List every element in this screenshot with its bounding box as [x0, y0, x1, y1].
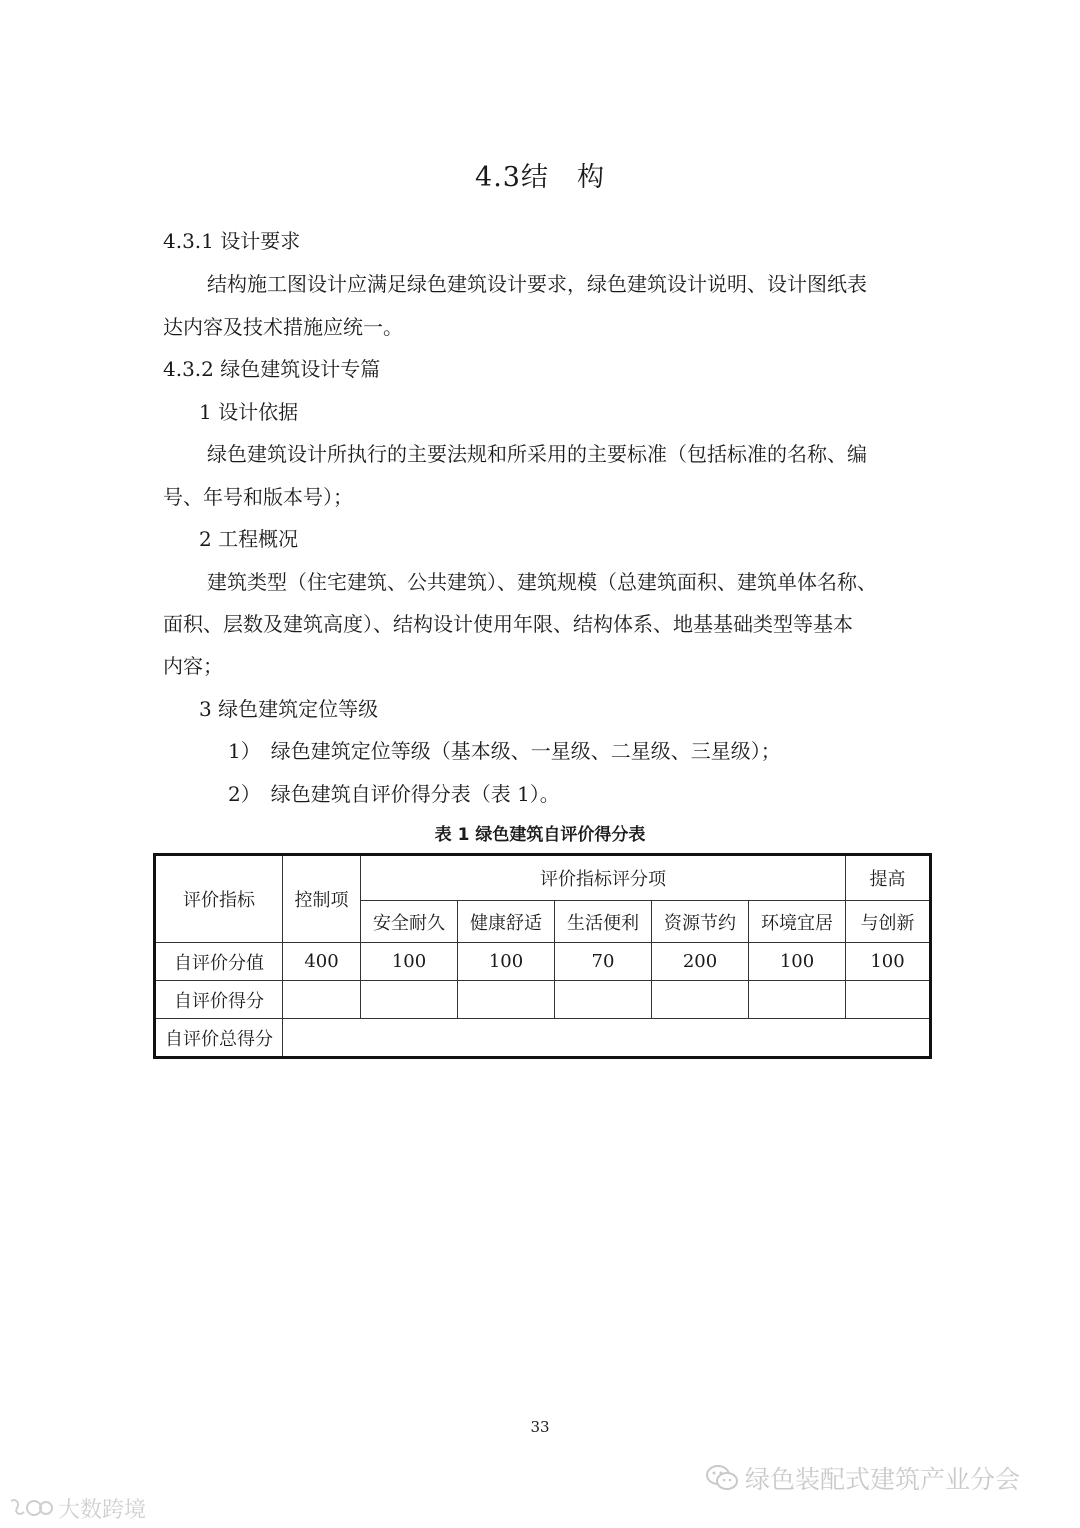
header-cell: 资源节约: [652, 901, 749, 943]
paragraph-line: 绿色建筑设计所执行的主要法规和所采用的主要标准（包括标准的名称、编: [207, 442, 867, 466]
table-cell: [458, 981, 555, 1019]
table-cell: [846, 981, 931, 1019]
list-item: 2） 绿色建筑自评价得分表（表 1）。: [228, 782, 560, 806]
table-cell: 70: [555, 943, 652, 981]
table-cell: [283, 1019, 931, 1058]
header-cell: 安全耐久: [361, 901, 458, 943]
table-cell: 100: [846, 943, 931, 981]
header-cell: 生活便利: [555, 901, 652, 943]
table-cell: 200: [652, 943, 749, 981]
self-evaluation-score-table: [153, 853, 932, 1059]
watermark-right-text: 绿色装配式建筑产业分会: [745, 1465, 1021, 1494]
table-row: [155, 943, 931, 981]
header-cell: 健康舒适: [458, 901, 555, 943]
table-row: [155, 1019, 931, 1058]
table-cell: 100: [361, 943, 458, 981]
table-cell: 100: [458, 943, 555, 981]
table-cell: [749, 981, 846, 1019]
row-label: 自评价总得分: [155, 1019, 283, 1058]
table-cell: [283, 981, 361, 1019]
table-cell: 400: [283, 943, 361, 981]
paragraph-line: 内容；: [163, 654, 223, 678]
brand-logo-icon: [8, 1497, 54, 1525]
row-label: 自评价得分: [155, 981, 283, 1019]
header-cell: 评价指标评分项: [361, 855, 846, 901]
table-cell: [361, 981, 458, 1019]
list-item: 1） 绿色建筑定位等级（基本级、一星级、二星级、三星级）；: [228, 739, 781, 763]
watermark-left-text: 大数跨境: [58, 1498, 147, 1523]
page-title: 4.3结 构: [475, 162, 605, 193]
paragraph-line: 面积、层数及建筑高度）、结构设计使用年限、结构体系、地基基础类型等基本: [163, 612, 853, 636]
header-cell: 评价指标: [155, 855, 283, 943]
header-cell: 控制项: [283, 855, 361, 943]
section-heading-4-3-1: 4.3.1 设计要求: [163, 229, 301, 253]
watermark-right: [705, 1460, 1020, 1498]
table-cell: [652, 981, 749, 1019]
header-cell: 提高: [846, 855, 931, 901]
section-heading-4-3-2: 4.3.2 绿色建筑设计专篇: [163, 357, 381, 381]
wechat-icon: [705, 1464, 739, 1498]
table-header-row: [155, 855, 931, 901]
subheading-rating-level: 3 绿色建筑定位等级: [199, 697, 379, 721]
header-cell: 环境宜居: [749, 901, 846, 943]
table-row: [155, 981, 931, 1019]
page-number: 33: [530, 1418, 550, 1436]
paragraph-line: 结构施工图设计应满足绿色建筑设计要求，绿色建筑设计说明、设计图纸表: [207, 272, 867, 296]
row-label: 自评价分值: [155, 943, 283, 981]
header-cell: 与创新: [846, 901, 931, 943]
table-cell: [555, 981, 652, 1019]
watermark-left: [8, 1493, 146, 1525]
paragraph-line: 号、年号和版本号）；: [163, 485, 353, 509]
table-cell: 100: [749, 943, 846, 981]
paragraph-line: 建筑类型（住宅建筑、公共建筑）、建筑规模（总建筑面积、建筑单体名称、: [207, 570, 877, 594]
subheading-project-overview: 2 工程概况: [199, 527, 299, 551]
table-caption: 表 1 绿色建筑自评价得分表: [434, 825, 646, 845]
subheading-design-basis: 1 设计依据: [199, 400, 299, 424]
paragraph-line: 达内容及技术措施应统一。: [163, 315, 403, 339]
